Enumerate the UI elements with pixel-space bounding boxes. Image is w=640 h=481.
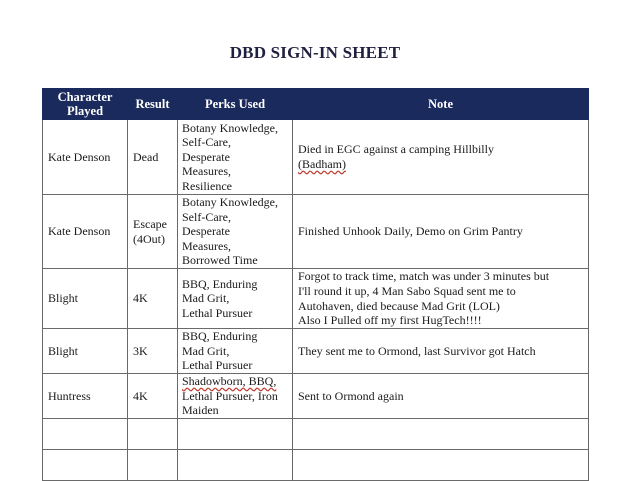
result-line: (4Out)	[133, 231, 165, 246]
note-line: (Badham)	[298, 157, 346, 171]
perk-line: Lethal Pursuer, Iron	[182, 388, 278, 403]
note-line: Forgot to track time, match was under 3 minutes but	[298, 269, 550, 284]
header-character-played	[43, 89, 128, 120]
cell-result	[128, 195, 178, 269]
cell-character[interactable]	[43, 449, 128, 480]
cell-perks[interactable]	[178, 418, 293, 449]
note-line: Sent to Ormond again	[298, 388, 404, 403]
perk-line: Maiden	[182, 403, 219, 418]
perk-line: Self-Care,	[182, 135, 231, 150]
cell-result: Dead	[128, 120, 178, 195]
cell-character: Kate Denson	[43, 195, 128, 269]
cell-perks	[178, 195, 293, 269]
cell-result: 3K	[128, 329, 178, 374]
cell-perks	[178, 329, 293, 374]
result-line: Escape	[133, 216, 167, 231]
header-perks-used: Perks Used	[178, 89, 293, 120]
cell-perks	[178, 120, 293, 195]
table-row	[43, 374, 589, 419]
perk-line: Self-Care,	[182, 209, 231, 224]
cell-perks[interactable]	[178, 449, 293, 480]
perk-line: Measures,	[182, 164, 231, 179]
perk-line: Lethal Pursuer	[182, 358, 253, 373]
header-result: Result	[128, 89, 178, 120]
cell-character: Huntress	[43, 374, 128, 419]
cell-note[interactable]	[293, 418, 589, 449]
table-row	[43, 195, 589, 269]
cell-note	[293, 329, 589, 374]
table-row	[43, 269, 589, 329]
note-line: Finished Unhook Daily, Demo on Grim Pantry	[298, 224, 523, 239]
cell-character: Blight	[43, 269, 128, 329]
cell-result: 4K	[128, 269, 178, 329]
cell-result[interactable]	[128, 418, 178, 449]
perk-line: Botany Knowledge,	[182, 120, 278, 135]
cell-character[interactable]	[43, 418, 128, 449]
perk-line: Shadowborn, BBQ,	[182, 374, 277, 388]
cell-result: 4K	[128, 374, 178, 419]
table-header-row	[43, 89, 589, 120]
note-line: Autohaven, died because Mad Grit (LOL)	[298, 298, 500, 313]
cell-character: Kate Denson	[43, 120, 128, 195]
perk-line: Borrowed Time	[182, 253, 258, 268]
perk-line: Desperate	[182, 224, 230, 239]
perk-line: BBQ, Enduring	[182, 276, 258, 291]
perk-line: Resilience	[182, 178, 232, 193]
header-character-line2: Played	[66, 104, 104, 118]
cell-perks	[178, 374, 293, 419]
table-row	[43, 120, 589, 195]
cell-note[interactable]	[293, 449, 589, 480]
cell-character: Blight	[43, 329, 128, 374]
header-note: Note	[293, 89, 589, 120]
sign-in-table	[42, 88, 589, 481]
perk-line: Lethal Pursuer	[182, 305, 253, 320]
perk-line: Botany Knowledge,	[182, 195, 278, 210]
perk-line: Desperate	[182, 149, 230, 164]
table-row-empty	[43, 449, 589, 480]
cell-note	[293, 374, 589, 419]
page-title: DBD SIGN-IN SHEET	[229, 43, 401, 62]
cell-note	[293, 120, 589, 195]
perk-line: Measures,	[182, 238, 231, 253]
cell-note	[293, 195, 589, 269]
note-line: They sent me to Ormond, last Survivor got Hatch	[298, 343, 536, 358]
perk-line: Mad Grit,	[182, 291, 230, 306]
cell-note	[293, 269, 589, 329]
table-row-empty	[43, 418, 589, 449]
header-character-line1: Character	[57, 90, 113, 104]
note-line: I'll round it up, 4 Man Sabo Squad sent me to	[298, 283, 516, 298]
note-line: Also I Pulled off my first HugTech!!!!	[298, 313, 482, 328]
perk-line: Mad Grit,	[182, 343, 230, 358]
note-line: Died in EGC against a camping Hillbilly	[298, 142, 494, 157]
cell-perks	[178, 269, 293, 329]
table-row	[43, 329, 589, 374]
cell-result[interactable]	[128, 449, 178, 480]
perk-line: BBQ, Enduring	[182, 329, 258, 344]
